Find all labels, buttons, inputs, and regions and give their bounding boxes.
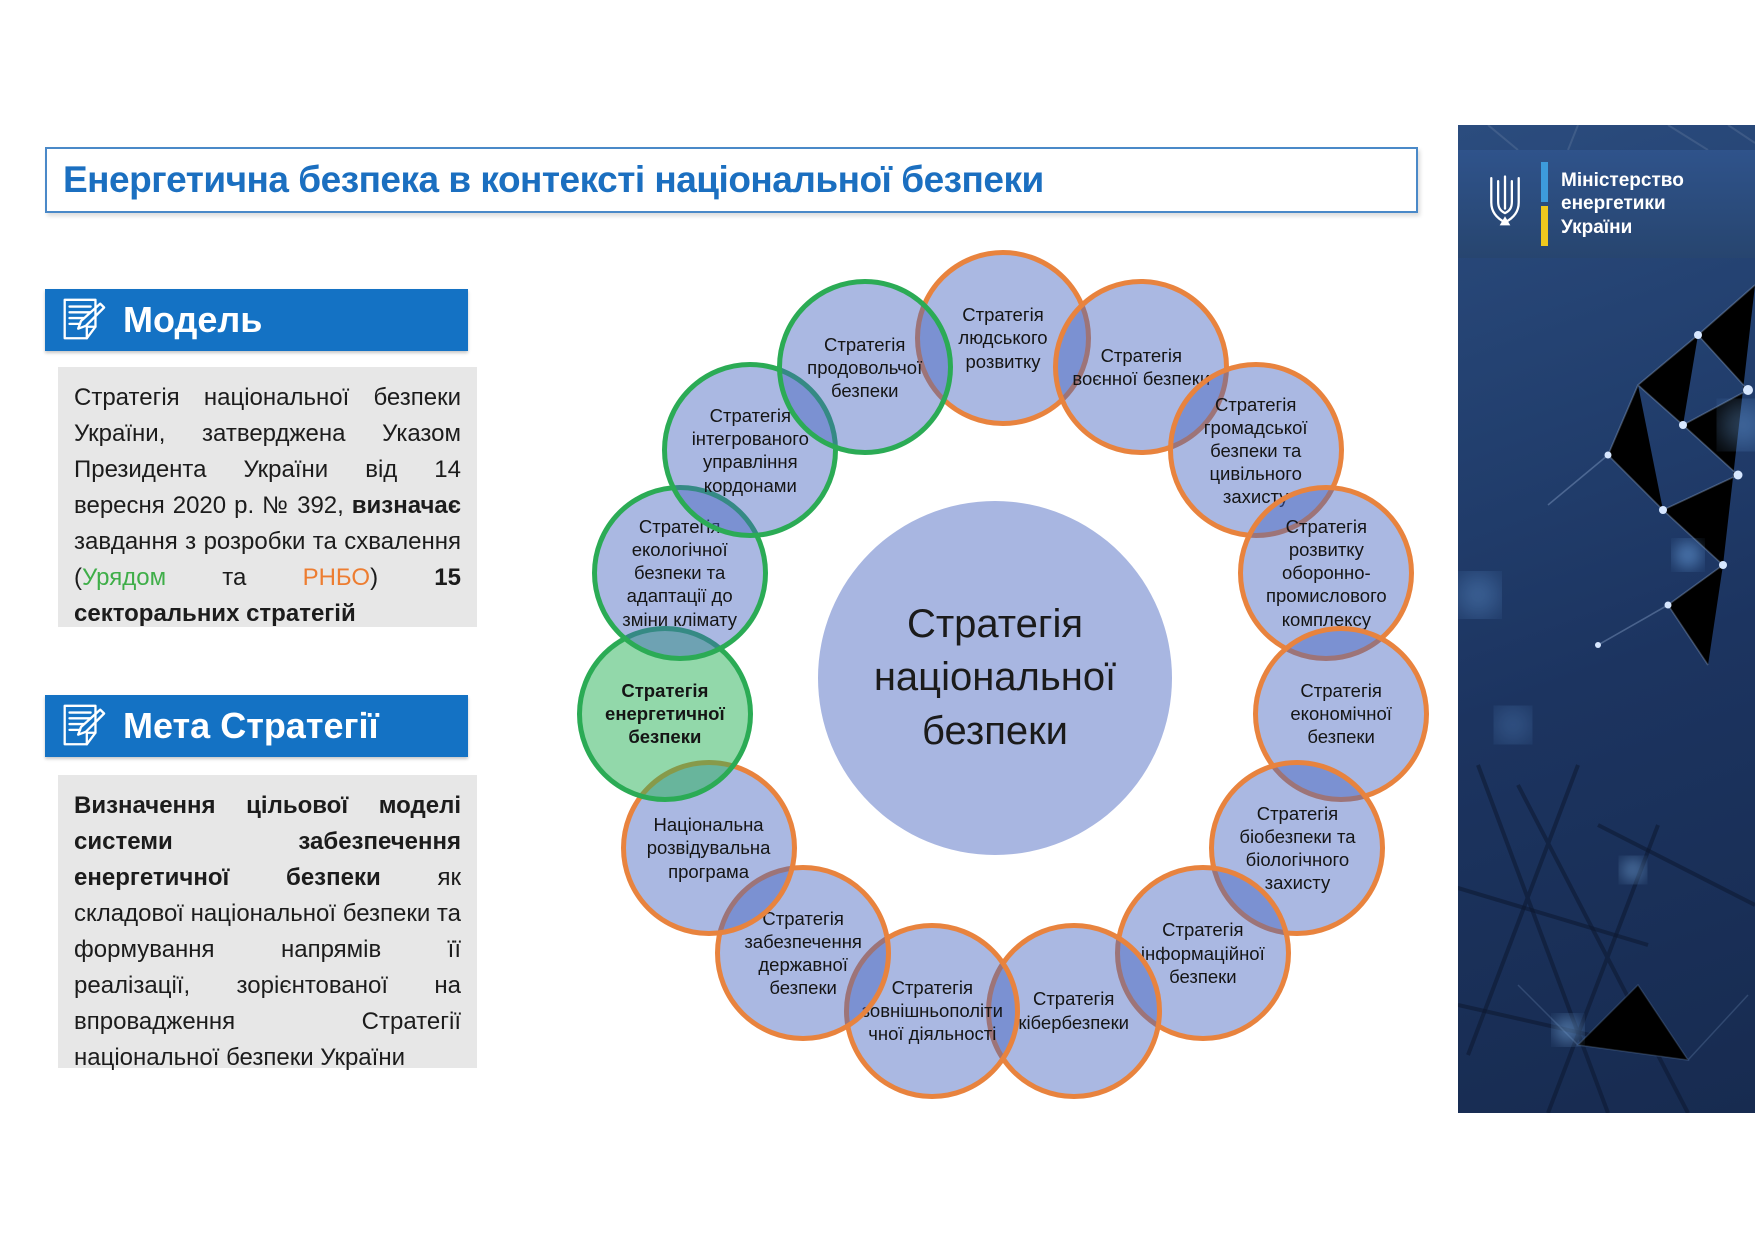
strategy-circle-label: Національна розвідувальна програма	[646, 814, 771, 882]
text-segment: 15 секторальних стратегій	[74, 564, 461, 627]
tryzub-icon	[1482, 172, 1528, 236]
strategy-circle-label: Стратегія економічної безпеки	[1290, 679, 1392, 748]
meta-section-title: Мета Стратегії	[123, 705, 379, 746]
ministry-name: Міністерство енергетики України	[1561, 170, 1684, 238]
strategy-circle-label: Стратегія зовнішньополітичної діяльності	[861, 976, 1003, 1045]
central-strategy-label: Стратегія національної безпеки	[873, 602, 1117, 753]
text-segment: Визначення цільової моделі системи забезпечення енергетичної безпеки	[74, 792, 461, 891]
strategy-circle-label: Стратегія воєнної безпеки	[1072, 345, 1211, 390]
strategy-circle-label: Стратегія розвитку оборонно-промислового комплексу	[1265, 516, 1387, 630]
model-section-title: Модель	[123, 299, 263, 340]
text-segment: та	[166, 564, 303, 591]
strategy-circle-label: Стратегія інформаційної безпеки	[1140, 919, 1265, 987]
strategy-circle-label: Стратегія людського розвитку	[958, 304, 1048, 372]
text-segment: Урядом	[82, 564, 167, 591]
plexus-decoration	[1458, 125, 1755, 1113]
page-title: Енергетична безпека в контексті національної безпеки	[63, 159, 1044, 200]
strategy-circle-label: Стратегія забезпечення державної безпеки	[744, 907, 862, 999]
text-segment: РНБО	[302, 564, 371, 591]
flag-bar	[1541, 162, 1548, 246]
strategy-circle-label: Стратегія інтегрованого управління кордонами	[691, 405, 809, 496]
text-segment: )	[370, 564, 435, 591]
strategy-circle-label: Стратегія біобезпеки та біологічного захисту	[1239, 802, 1356, 894]
strategy-circle-label: Стратегія громадської безпеки та цивільного захисту	[1203, 393, 1308, 508]
flag-yellow-segment	[1541, 206, 1548, 246]
text-segment: як складової національної безпеки та формування напрямів її реалізації, зорієнтованої на впровадження Стратегії національної безпеки України	[74, 864, 461, 1071]
text-segment: Стратегія національної безпеки України, затверджена Указом Президента України від 14 вересня 2020 р. № 392,	[74, 384, 461, 519]
text-segment: завдання з розробки та схвалення (	[74, 528, 461, 591]
strategy-circle-15	[777, 279, 953, 455]
strategy-circle-label: Стратегія енергетичної безпеки	[605, 679, 725, 748]
strategy-circle-label: Стратегія продовольчої безпеки	[807, 333, 923, 401]
ministry-logo-band	[1458, 150, 1755, 258]
strategy-circle-label: Стратегія екологічної безпеки та адаптації до зміни клімату	[622, 516, 738, 630]
strategy-circle-label: Стратегія кібербезпеки	[1018, 988, 1130, 1033]
central-strategy-circle	[818, 501, 1172, 855]
flag-blue-segment	[1541, 162, 1548, 202]
text-segment: визначає	[351, 492, 461, 519]
ministry-sidebar	[1458, 125, 1755, 1113]
